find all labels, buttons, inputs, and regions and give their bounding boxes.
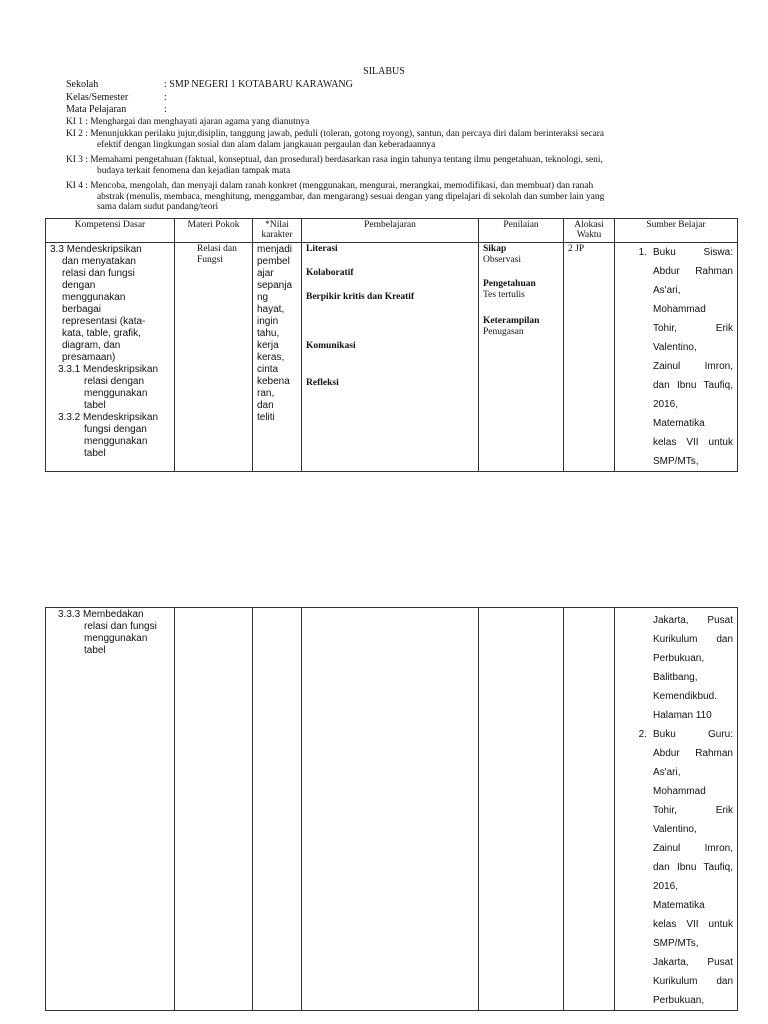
pembelajaran-item: Berpikir kritis dan Kreatif: [306, 292, 415, 302]
field-value: :: [164, 104, 167, 115]
nilai-line: hayat,: [257, 304, 285, 315]
penilaian-cell: [479, 608, 564, 1011]
kompetensi-dasar-cell: [46, 608, 175, 1011]
kd-line: dengan: [62, 280, 96, 291]
col-header-kompetensi-dasar: Kompetensi Dasar: [46, 219, 175, 243]
silabus-table-page1: [45, 218, 738, 472]
kd-sub-line: tabel: [84, 448, 106, 459]
pembelajaran-item: Literasi: [306, 244, 338, 254]
sumber-belajar-cell: [615, 243, 738, 472]
kd-line: menggunakan: [62, 292, 126, 303]
col-header-pembelajaran: Pembelajaran: [302, 219, 479, 243]
nilai-karakter-cell: [253, 243, 302, 472]
ki-2-line: KI 2 : Menunjukkan perilaku jujur,disiplin, tanggung jawab, peduli (toleran, gotong royong), santun, dan percaya diri dalam berinteraksi secara: [66, 129, 605, 139]
penilaian-desc: Tes tertulis: [483, 290, 525, 300]
field-label: Sekolah: [66, 79, 99, 90]
kd-line: dan menyatakan: [62, 256, 136, 267]
nilai-line: pembel: [257, 256, 290, 267]
field-sekolah: [66, 79, 353, 90]
kd-sub-line: tabel: [84, 400, 106, 411]
sumber-item-1: [615, 243, 733, 471]
sumber-item-1-cont: [615, 611, 733, 725]
nilai-line: sepanja: [257, 280, 293, 291]
penilaian-head: Keterampilan: [483, 316, 540, 326]
col-header-penilaian: Penilaian: [479, 219, 564, 243]
nilai-line: cinta: [257, 364, 279, 375]
field-value: : SMP NEGERI 1 KOTABARU KARAWANG: [164, 79, 353, 90]
col-header-materi-pokok: Materi Pokok: [175, 219, 253, 243]
pembelajaran-cell: [302, 608, 479, 1011]
nilai-line: kerja: [257, 340, 279, 351]
materi-line: Fungsi: [197, 255, 223, 265]
field-kelas-semester: [66, 92, 167, 103]
sumber-line: kelas VII untuk: [653, 437, 733, 448]
sumber-line: As'ari,: [653, 285, 681, 296]
kd-sub-line: 3.3.3 Membedakan: [58, 609, 144, 620]
kd-sub-line: 3.3.2 Mendeskripsikan: [58, 412, 159, 423]
kd-line: berbagai: [62, 304, 101, 315]
ki-3-line: budaya terkait fenomena dan kejadian tampak mata: [97, 165, 291, 176]
kd-line: diagram, dan: [62, 340, 121, 351]
sumber-item-2: [615, 725, 733, 1010]
sumber-line: Abdur Rahman: [653, 748, 733, 759]
sumber-line: SMP/MTs,: [653, 456, 699, 467]
kd-sub-line: menggunakan: [84, 388, 148, 399]
sumber-line: Zainul Imron,: [653, 843, 733, 854]
kd-sub-line: tabel: [84, 645, 106, 656]
alokasi-waktu-cell: [564, 608, 615, 1011]
col-header-sumber-belajar: Sumber Belajar: [615, 219, 738, 243]
sumber-line: Perbukuan,: [653, 995, 705, 1006]
sumber-line: 2016,: [653, 881, 679, 892]
sumber-line: Tohir, Erik: [653, 323, 733, 334]
pembelajaran-cell: [302, 243, 479, 472]
ki-2-line: efektif dengan lingkungan sosial dan alam dalam jangkauan pergaulan dan keberadaannya: [97, 139, 436, 150]
table-row: [46, 243, 738, 472]
kd-sub-line: menggunakan: [84, 633, 148, 644]
materi-line: Relasi dan: [197, 244, 237, 254]
nilai-line: ingin: [257, 316, 279, 327]
sumber-line: Mohammad: [653, 786, 706, 797]
pembelajaran-item: Kolaboratif: [306, 268, 354, 278]
nilai-line: menjadi: [257, 244, 293, 255]
sumber-line: Matematika: [653, 900, 705, 911]
pembelajaran-item: Refleksi: [306, 378, 339, 388]
nilai-line: dan: [257, 400, 274, 411]
sumber-line: Buku Guru:: [653, 729, 733, 740]
sumber-line: Abdur Rahman: [653, 266, 733, 277]
nilai-line: kebena: [257, 376, 290, 387]
sumber-line: 2016,: [653, 399, 679, 410]
nilai-line: keras,: [257, 352, 285, 363]
kd-sub-line: menggunakan: [84, 436, 148, 447]
sumber-text: [653, 611, 733, 725]
sumber-line: Kurikulum dan: [653, 976, 733, 987]
ki-4-line: sama dalam sudut pandang/teori: [97, 202, 219, 212]
pembelajaran-item: Komunikasi: [306, 341, 356, 351]
penilaian-head: Pengetahuan: [483, 279, 536, 289]
sumber-line: Balitbang,: [653, 672, 698, 683]
sumber-line: Kurikulum dan: [653, 634, 733, 645]
ki-3-line: KI 3 : Memahami pengetahuan (faktual, konseptual, dan prosedural) berdasarkan rasa ingin tahunya tentang ilmu pengetahuan, teknologi, seni,: [66, 155, 603, 165]
penilaian-desc: Observasi: [483, 255, 521, 265]
kd-line: representasi (kata-: [62, 316, 146, 327]
sumber-line: As'ari,: [653, 767, 681, 778]
ki-4-line: KI 4 : Mencoba, mengolah, dan menyaji dalam ranah konkret (menggunakan, mengurai, merangkai, memodifikasi, dan membuat) dan ranah: [66, 181, 594, 191]
sumber-line: Jakarta, Pusat: [653, 957, 733, 968]
col-header-nilai-karakter: *Nilai karakter: [253, 219, 302, 243]
penilaian-cell: [479, 243, 564, 472]
ki-4-line: abstrak (menulis, membaca, menghitung, menggambar, dan mengarang) sesuai dengan yang dipelajari di sekolah dan sumber lain yang: [97, 191, 605, 202]
sumber-line: dan Ibnu Taufiq,: [653, 862, 733, 873]
sumber-line: Perbukuan,: [653, 653, 705, 664]
kd-line: kata, table, grafik,: [62, 328, 141, 339]
sumber-line: kelas VII untuk: [653, 919, 733, 930]
field-mata-pelajaran: [66, 104, 167, 115]
sumber-text: [653, 725, 733, 1010]
sumber-line: Kemendikbud.: [653, 691, 717, 702]
sumber-line: Jakarta, Pusat: [653, 615, 733, 626]
sumber-line: Mohammad: [653, 304, 706, 315]
sumber-line: Valentino,: [653, 824, 697, 835]
nilai-line: ng: [257, 292, 269, 303]
nilai-line: ajar: [257, 268, 274, 279]
kd-sub-line: 3.3.1 Mendeskripsikan: [58, 364, 159, 375]
field-label: Mata Pelajaran: [66, 104, 127, 115]
materi-pokok-cell: [175, 243, 253, 472]
sumber-belajar-cell: [615, 608, 738, 1011]
document-title: SILABUS: [363, 66, 405, 77]
list-number-spacer: [615, 611, 653, 725]
nilai-line: teliti: [257, 412, 275, 423]
kompetensi-dasar-cell: [46, 243, 175, 472]
nilai-line: tahu,: [257, 328, 280, 339]
penilaian-head: Sikap: [483, 244, 507, 254]
kd-line: relasi dan fungsi: [62, 268, 135, 279]
kd-sub-line: fungsi dengan: [84, 424, 147, 435]
col-header-alokasi-waktu: Alokasi Waktu: [564, 219, 615, 243]
kd-sub-line: relasi dengan: [84, 376, 145, 387]
ki-3: [66, 155, 730, 176]
sumber-line: Valentino,: [653, 342, 697, 353]
materi-pokok-cell: [175, 608, 253, 1011]
sumber-line: Tohir, Erik: [653, 805, 733, 816]
kd-line: 3.3 Mendeskripsikan: [50, 244, 142, 255]
sumber-line: dan Ibnu Taufiq,: [653, 380, 733, 391]
sumber-line: SMP/MTs,: [653, 938, 699, 949]
kd-sub-line: relasi dan fungsi: [84, 621, 157, 632]
sumber-text: [653, 243, 733, 471]
silabus-table-page2: [45, 607, 738, 1011]
sumber-line: Halaman 110: [653, 710, 712, 721]
penilaian-desc: Penugasan: [483, 327, 524, 337]
table-row: [46, 608, 738, 1011]
ki-1: KI 1 : Menghargai dan menghayati ajaran agama yang dianutnya: [66, 117, 310, 127]
field-value: :: [164, 92, 167, 103]
nilai-line: ran,: [257, 388, 275, 399]
sumber-line: Zainul Imron,: [653, 361, 733, 372]
alokasi-waktu-cell: 2 JP: [564, 243, 615, 472]
kd-line: presamaan): [62, 352, 116, 363]
list-number: 2.: [638, 729, 647, 740]
field-label: Kelas/Semester: [66, 92, 129, 103]
nilai-karakter-cell: [253, 608, 302, 1011]
table-header-row: [46, 219, 738, 243]
ki-4: [66, 181, 730, 213]
list-number: 1.: [638, 247, 647, 258]
sumber-line: Matematika: [653, 418, 705, 429]
sumber-line: Buku Siswa:: [653, 247, 733, 258]
ki-2: [66, 129, 730, 150]
